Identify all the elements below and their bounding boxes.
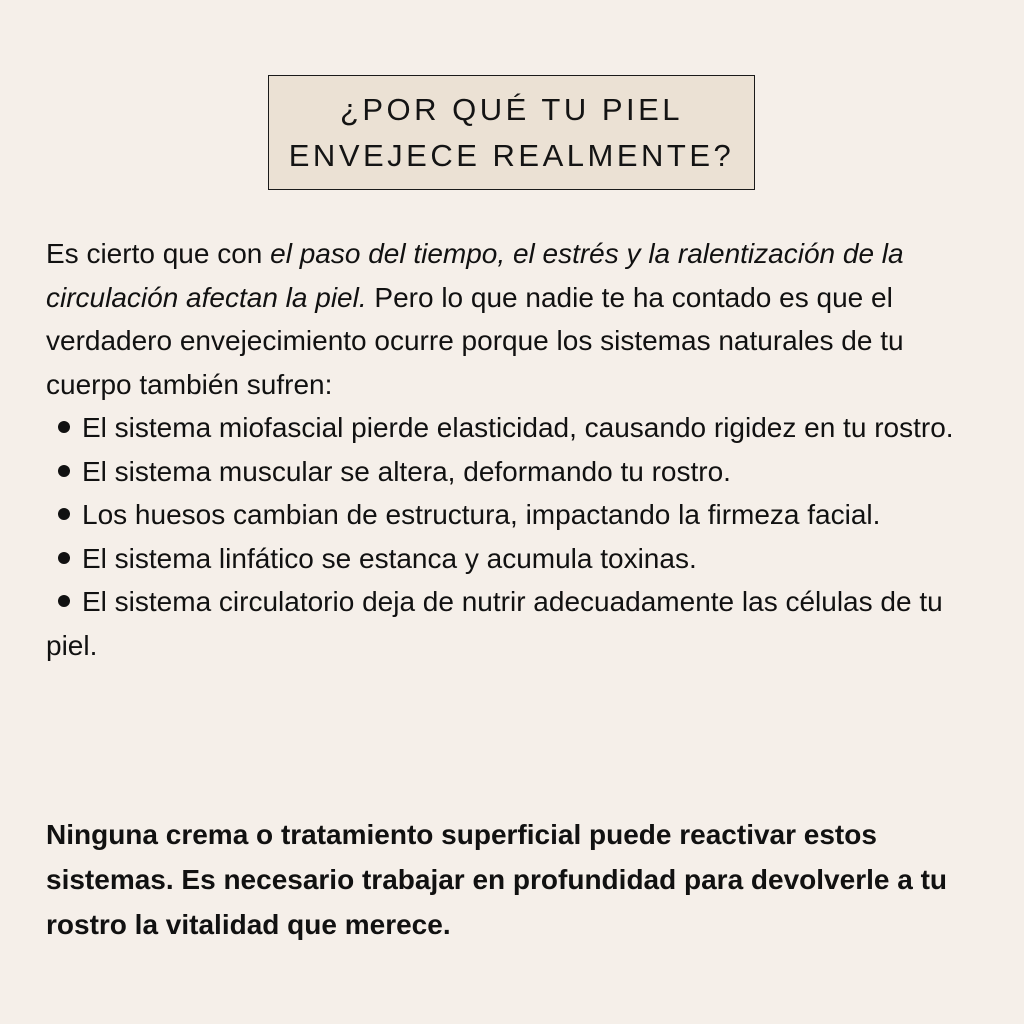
title-line-2: ENVEJECE REALMENTE? [288,137,735,173]
bullet-dot-icon [58,552,70,564]
bullet-text: El sistema muscular se altera, deformando tu rostro. [82,455,731,487]
bullet-text: El sistema miofascial pierde elasticidad, causando rigidez en tu rostro. [82,412,954,443]
bullet-item [46,580,996,667]
closing-statement [46,812,996,947]
title-box [268,75,755,190]
bullet-item [46,493,996,537]
intro-emphasis: el paso del tiempo, el estrés y la ralentización de la circulación afectan la piel. [46,238,904,313]
bullet-text: Los huesos cambian de estructura, impactando la firmeza facial. [82,499,881,530]
bullet-dot-icon [58,465,70,477]
bullet-dot-icon [58,421,70,433]
title-line-1: ¿POR QUÉ TU PIEL [339,91,684,127]
bullet-item [46,537,996,581]
bullet-dot-icon [58,595,70,607]
body-text [46,232,996,667]
intro-lead: Es cierto que con [46,238,271,269]
bullet-dot-icon [58,508,70,520]
bullet-item [46,406,996,450]
bullet-item [46,450,996,494]
bullet-text: El sistema linfático se estanca y acumula toxinas. [82,542,697,574]
intro-rest: Pero lo que nadie te ha contado es que el verdadero envejecimiento ocurre porque los sistemas naturales de tu cuerpo también sufren: [46,281,904,400]
closing-text: Ninguna crema o tratamiento superficial puede reactivar estos sistemas. Es necesario trabajar en profundidad para devolverle a tu rostro la vitalidad que merece. [46,819,948,940]
bullet-text: El sistema circulatorio deja de nutrir adecuadamente las células de tu piel. [46,586,943,661]
intro-paragraph [46,232,996,406]
